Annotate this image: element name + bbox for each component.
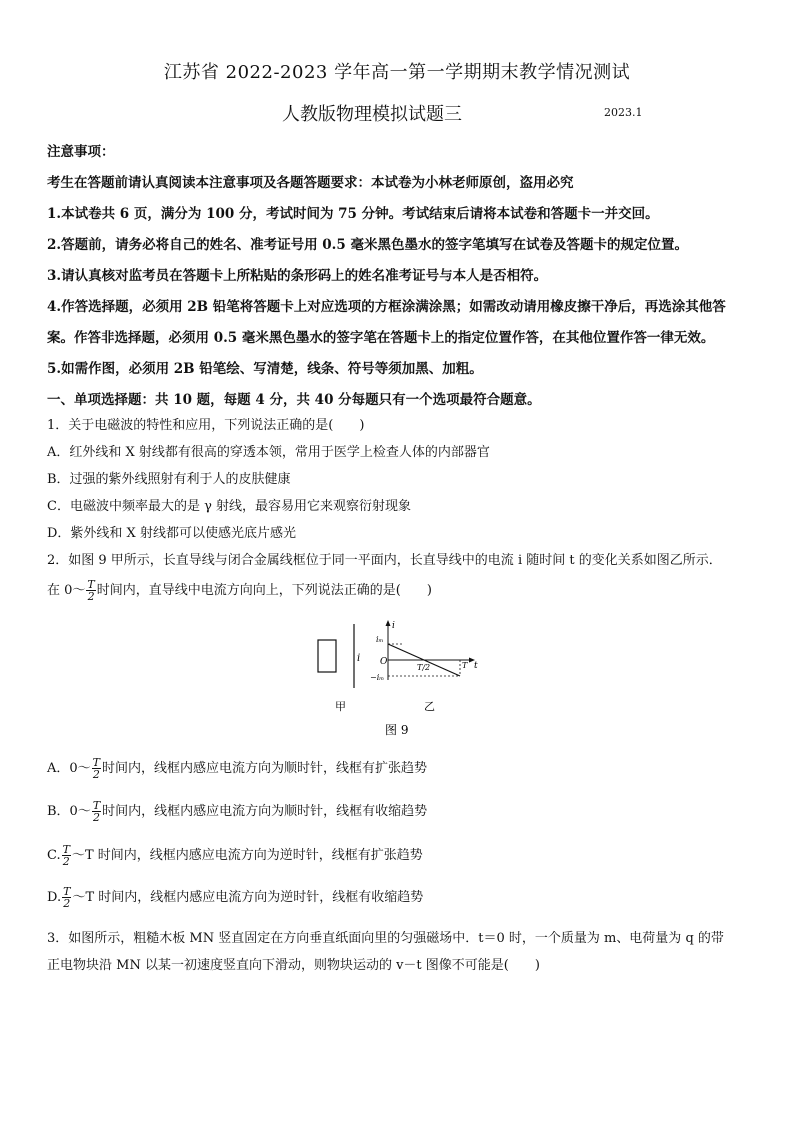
fraction-t-over-2 [92, 800, 101, 823]
exam-title: 江苏省 2022-2023 学年高一第一学期期末教学情况测试 [163, 62, 631, 83]
notice-heading: 注意事项： [47, 144, 115, 160]
q3-stem-line-2: 正电物块沿 MN 以某一初速度竖直向下滑动，则物块运动的 v－t 图像不可能是( ) [47, 958, 540, 973]
q2-option-b-prefix: B．0～ [47, 804, 91, 819]
figure-9 [300, 618, 500, 738]
q2-option-d-prefix: D. [47, 890, 62, 905]
notice-intro: 考生在答题前请认真阅读本注意事项及各题答题要求：本试卷为小林老师原创，盗用必究 [47, 175, 574, 191]
notice-item-3: 3.请认真核对监考员在答题卡上所粘贴的条形码上的姓名准考证号与本人是否相符。 [47, 268, 548, 284]
fraction-denominator: 2 [62, 855, 70, 868]
metal-frame [318, 640, 336, 672]
fraction-t-over-2 [92, 757, 101, 780]
q1-option-a: A．红外线和 X 射线都有很高的穿透本领，常用于医学上检查人体的内部器官 [47, 445, 490, 460]
tick-t: T [462, 661, 468, 670]
q2-option-a-text: 时间内，线框内感应电流方向为顺时针，线框有扩张趋势 [102, 761, 428, 776]
notice-item-4-line-1: 4.作答选择题，必须用 2B 铅笔将答题卡上对应选项的方框涂满涂黑；如需改动请用橡皮擦干净后，再选涂其他答 [47, 299, 726, 315]
wire-current-label: i [357, 653, 361, 664]
q2-option-c-text: ～T 时间内，线框内感应电流方向为逆时针，线框有扩张趋势 [71, 848, 423, 863]
q2-option-c [47, 844, 423, 867]
fraction-numerator: T [92, 756, 101, 769]
label-yi: 乙 [424, 700, 435, 713]
fraction-numerator: T [92, 799, 101, 812]
q2-stem-prefix: 在 0～ [47, 583, 86, 598]
fraction-numerator: T [87, 578, 95, 591]
q1-option-b: B．过强的紫外线照射有利于人的皮肤健康 [47, 472, 291, 487]
q2-option-c-prefix: C. [47, 848, 61, 863]
q2-option-b-text: 时间内，线框内感应电流方向为顺时针，线框有收缩趋势 [102, 804, 428, 819]
q1-option-d: D．紫外线和 X 射线都可以使感光底片感光 [47, 526, 296, 541]
section-1-heading: 一、单项选择题：共 10 题，每题 4 分，共 40 分每题只有一个选项最符合题意。 [47, 392, 541, 408]
q2-option-b [47, 800, 427, 823]
fraction-t-over-2 [62, 844, 71, 867]
x-axis-label: t [474, 661, 478, 671]
q2-option-a-prefix: A．0～ [47, 761, 91, 776]
notice-item-1: 1.本试卷共 6 页，满分为 100 分，考试时间为 75 分钟。考试结束后请将本试卷和答题卡一并交回。 [47, 206, 659, 222]
notice-item-5: 5.如需作图，必须用 2B 铅笔绘、写清楚，线条、符号等须加黑、加粗。 [47, 361, 483, 377]
q2-stem-line-2 [47, 579, 432, 602]
fraction-denominator: 2 [93, 811, 100, 824]
fraction-numerator: T [63, 885, 71, 898]
fraction-denominator: 2 [87, 590, 95, 603]
exam-subtitle: 人教版物理模拟试题三 [282, 104, 462, 125]
notice-item-4-line-2: 案。作答非选择题，必须用 0.5 毫米黑色墨水的签字笔在答题卡上的指定位置作答，在其他位置作答一律无效。 [47, 330, 715, 346]
fraction-t-over-2 [62, 886, 71, 909]
tick-im: iₘ [376, 635, 384, 644]
q2-option-a [47, 757, 427, 780]
notice-item-2: 2.答题前，请务必将自己的姓名、准考证号用 0.5 毫米黑色墨水的签字笔填写在试卷及答题卡的规定位置。 [47, 237, 688, 253]
fraction-denominator: 2 [63, 897, 71, 910]
q2-stem-line-1: 2．如图 9 甲所示，长直导线与闭合金属线框位于同一平面内，长直导线中的电流 i 随时间 t 的变化关系如图乙所示． [47, 553, 722, 568]
origin-label: O [380, 657, 388, 667]
fraction-t-over-2 [86, 579, 95, 602]
tick-neg-im: −iₘ [370, 673, 385, 682]
q1-stem: 1．关于电磁波的特性和应用，下列说法正确的是( ) [47, 418, 365, 433]
fraction-numerator: T [62, 843, 70, 856]
q2-stem-suffix: 时间内，直导线中电流方向向上，下列说法正确的是( ) [96, 583, 432, 598]
figure-caption: 图 9 [385, 723, 409, 737]
exam-date: 2023.1 [604, 106, 643, 119]
y-axis-label: i [392, 621, 395, 631]
fraction-denominator: 2 [92, 768, 100, 781]
q2-option-d-text: ～T 时间内，线框内感应电流方向为逆时针，线框有收缩趋势 [72, 890, 424, 905]
y-axis-arrow [386, 620, 391, 626]
q2-option-d [47, 886, 423, 909]
label-jia: 甲 [335, 700, 346, 713]
q3-stem-line-1: 3．如图所示，粗糙木板 MN 竖直固定在方向垂直纸面向里的匀强磁场中．t＝0 时，一个质量为 m、电荷量为 q 的带 [47, 931, 724, 946]
tick-t-half: T/2 [417, 663, 431, 672]
q1-option-c: C．电磁波中频率最大的是 γ 射线，最容易用它来观察衍射现象 [47, 499, 411, 514]
